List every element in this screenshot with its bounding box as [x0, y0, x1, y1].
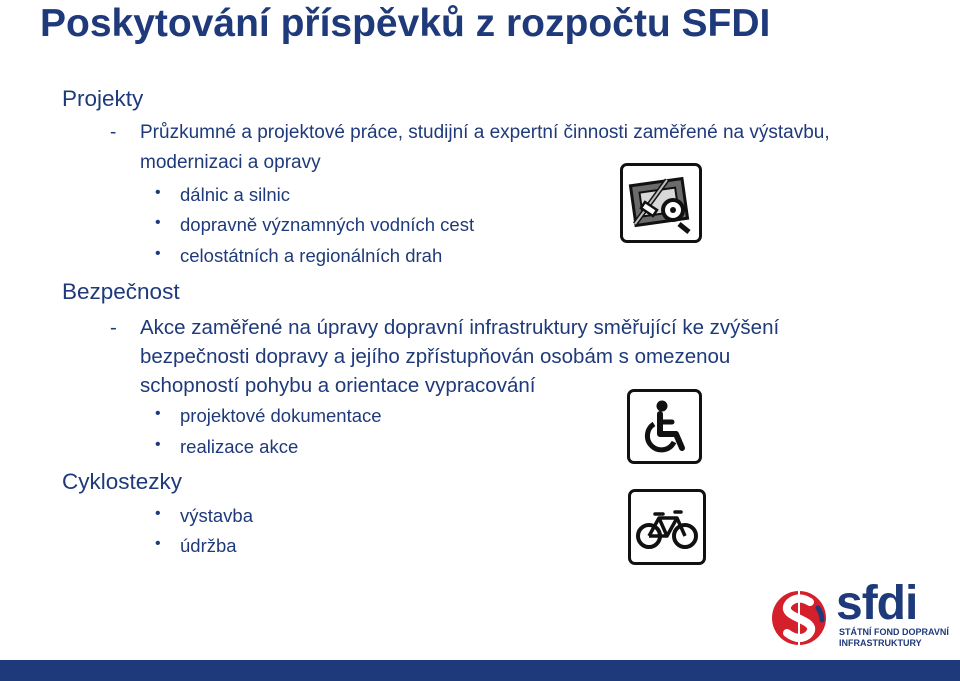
logo-wordmark: sfdi: [836, 577, 918, 630]
projekty-description-text: Průzkumné a projektové práce, studijní a expertní činnosti zaměřené na výstavbu, modernizaci a opravy: [140, 122, 830, 173]
bullet-marker: •: [155, 184, 161, 201]
list-item: [155, 505, 253, 527]
list-item-text: dopravně významných vodních cest: [180, 214, 475, 235]
list-item: [155, 405, 382, 427]
bicycle-icon: [628, 489, 706, 565]
list-item: [155, 535, 237, 557]
list-item: [155, 214, 474, 236]
wheelchair-icon: [627, 389, 702, 464]
bullet-marker: •: [155, 505, 161, 522]
dash-marker: -: [110, 316, 117, 339]
logo-subtitle: [839, 627, 949, 649]
bullet-marker: •: [155, 535, 161, 552]
bezpecnost-description: [110, 313, 830, 400]
footer-bar: [0, 660, 960, 681]
list-item: [155, 436, 298, 458]
bullet-marker: •: [155, 405, 161, 422]
list-item-text: údržba: [180, 535, 237, 556]
sfdi-logo-icon: [770, 586, 828, 650]
section-heading-projekty: Projekty: [62, 86, 144, 111]
construction-tools-icon: [620, 163, 702, 243]
list-item-text: dálnic a silnic: [180, 184, 291, 205]
section-heading-bezpecnost: Bezpečnost: [62, 279, 180, 304]
page-title: Poskytování příspěvků z rozpočtu SFDI: [40, 2, 771, 45]
list-item-text: realizace akce: [180, 436, 299, 457]
projekty-description: [110, 118, 910, 178]
list-item-text: celostátních a regionálních drah: [180, 245, 443, 266]
bullet-marker: •: [155, 245, 161, 262]
bullet-marker: •: [155, 214, 161, 231]
section-heading-cyklostezky: Cyklostezky: [62, 469, 183, 494]
bezpecnost-description-text: Akce zaměřené na úpravy dopravní infrastruktury směřující ke zvýšení bezpečnosti dopravy a jejího zpřístupňován osobám s omezenou schopností pohybu a orientace vypracování: [140, 316, 780, 397]
logo-subtitle-line-1: STÁTNÍ FOND DOPRAVNÍ: [839, 627, 949, 637]
list-item: [155, 184, 290, 206]
list-item: [155, 245, 442, 267]
bullet-marker: •: [155, 436, 161, 453]
logo-subtitle-line-2: INFRASTRUKTURY: [839, 638, 922, 648]
list-item-text: výstavba: [180, 505, 254, 526]
dash-marker: -: [110, 122, 117, 143]
list-item-text: projektové dokumentace: [180, 405, 382, 426]
